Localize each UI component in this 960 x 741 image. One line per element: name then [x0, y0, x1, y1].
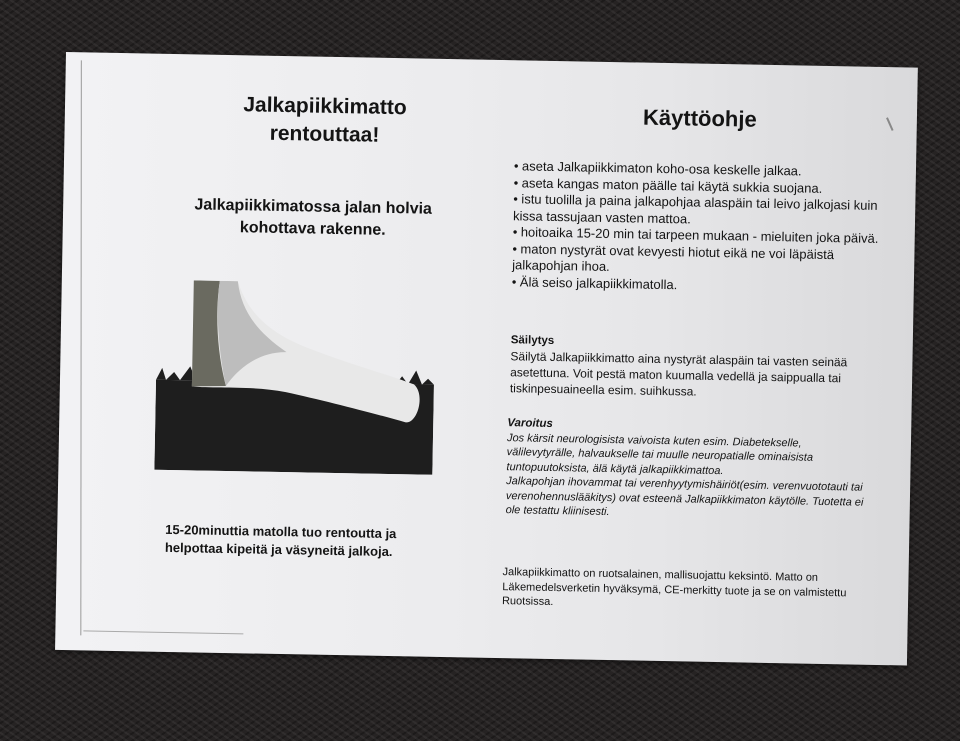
fold-line — [80, 60, 82, 635]
product-title: Jalkapiikkimatto rentouttaa! — [243, 93, 407, 147]
list-item: • aseta Jalkapiikkimaton koho-osa keskelle jalkaa. — [513, 158, 802, 179]
storage-section — [510, 332, 871, 403]
warning-heading: Varoitus — [507, 417, 553, 430]
origin-footer: Jalkapiikkimatto on ruotsalainen, mallisuojattu keksintö. Matto on Läkemedelsverketin hyväksymä, CE-merkitty tuote ja se on valmistettu Ruotsissa. — [501, 566, 847, 609]
warning-section — [506, 416, 868, 524]
storage-text: Säilytä Jalkapiikkimatto aina nystyrät alaspäin tai vasten seinää asetettuna. Voit pestä maton kuumalla vedellä ja saippualla tai tiskinpesuaineella esim. suihkussa. — [509, 349, 848, 399]
product-subtitle: Jalkapiikkimatossa jalan holvia kohottava rakenne. — [194, 196, 433, 239]
fold-line — [83, 630, 243, 634]
product-caption: 15-20minuttia matolla tuo rentoutta ja helpottaa kipeitä ja väsyneitä jalkoja. — [164, 521, 397, 560]
instructions-list — [512, 158, 884, 297]
storage-heading: Säilytys — [510, 334, 555, 347]
list-item: • Älä seiso jalkapiikkimatolla. — [511, 273, 678, 292]
foot-on-mat-image — [154, 280, 435, 475]
warning-text: Jalkapohjan ihovammat tai verenhyytymishäiriöt(esim. verenvuototauti tai verenohennuslääkitys) ovat esteenä Jalkapiikkimaton käytölle. Tuotetta ei ole testattu kliinisesti. — [505, 475, 864, 519]
pen-mark — [886, 117, 894, 131]
warning-text: Jos kärsit neurologisista vaivoista kuten esim. Diabetekselle, välilevytyrälle, halvaukselle tai muulle neuropatialle ominaisista tuntopuutoksista, älä käytä jalkapiikkimattoa. — [506, 431, 814, 477]
instructions-title: Käyttöohje — [642, 104, 757, 132]
list-item: • aseta kangas maton päälle tai käytä sukkia suojana. — [513, 174, 823, 196]
list-item: • maton nystyrät ovat kevyesti hiotut eikä ne voi läpäistä jalkapohjan ihoa. — [512, 240, 835, 274]
list-item: • hoitoaika 15-20 min tai tarpeen mukaan - mieluiten joka päivä. — [512, 224, 879, 246]
instruction-sheet — [55, 52, 918, 666]
list-item: • istu tuolilla ja paina jalkapohjaa alaspäin tai leivo jalkojasi kuin kissa tassujaan vasten mattoa. — [512, 191, 878, 226]
